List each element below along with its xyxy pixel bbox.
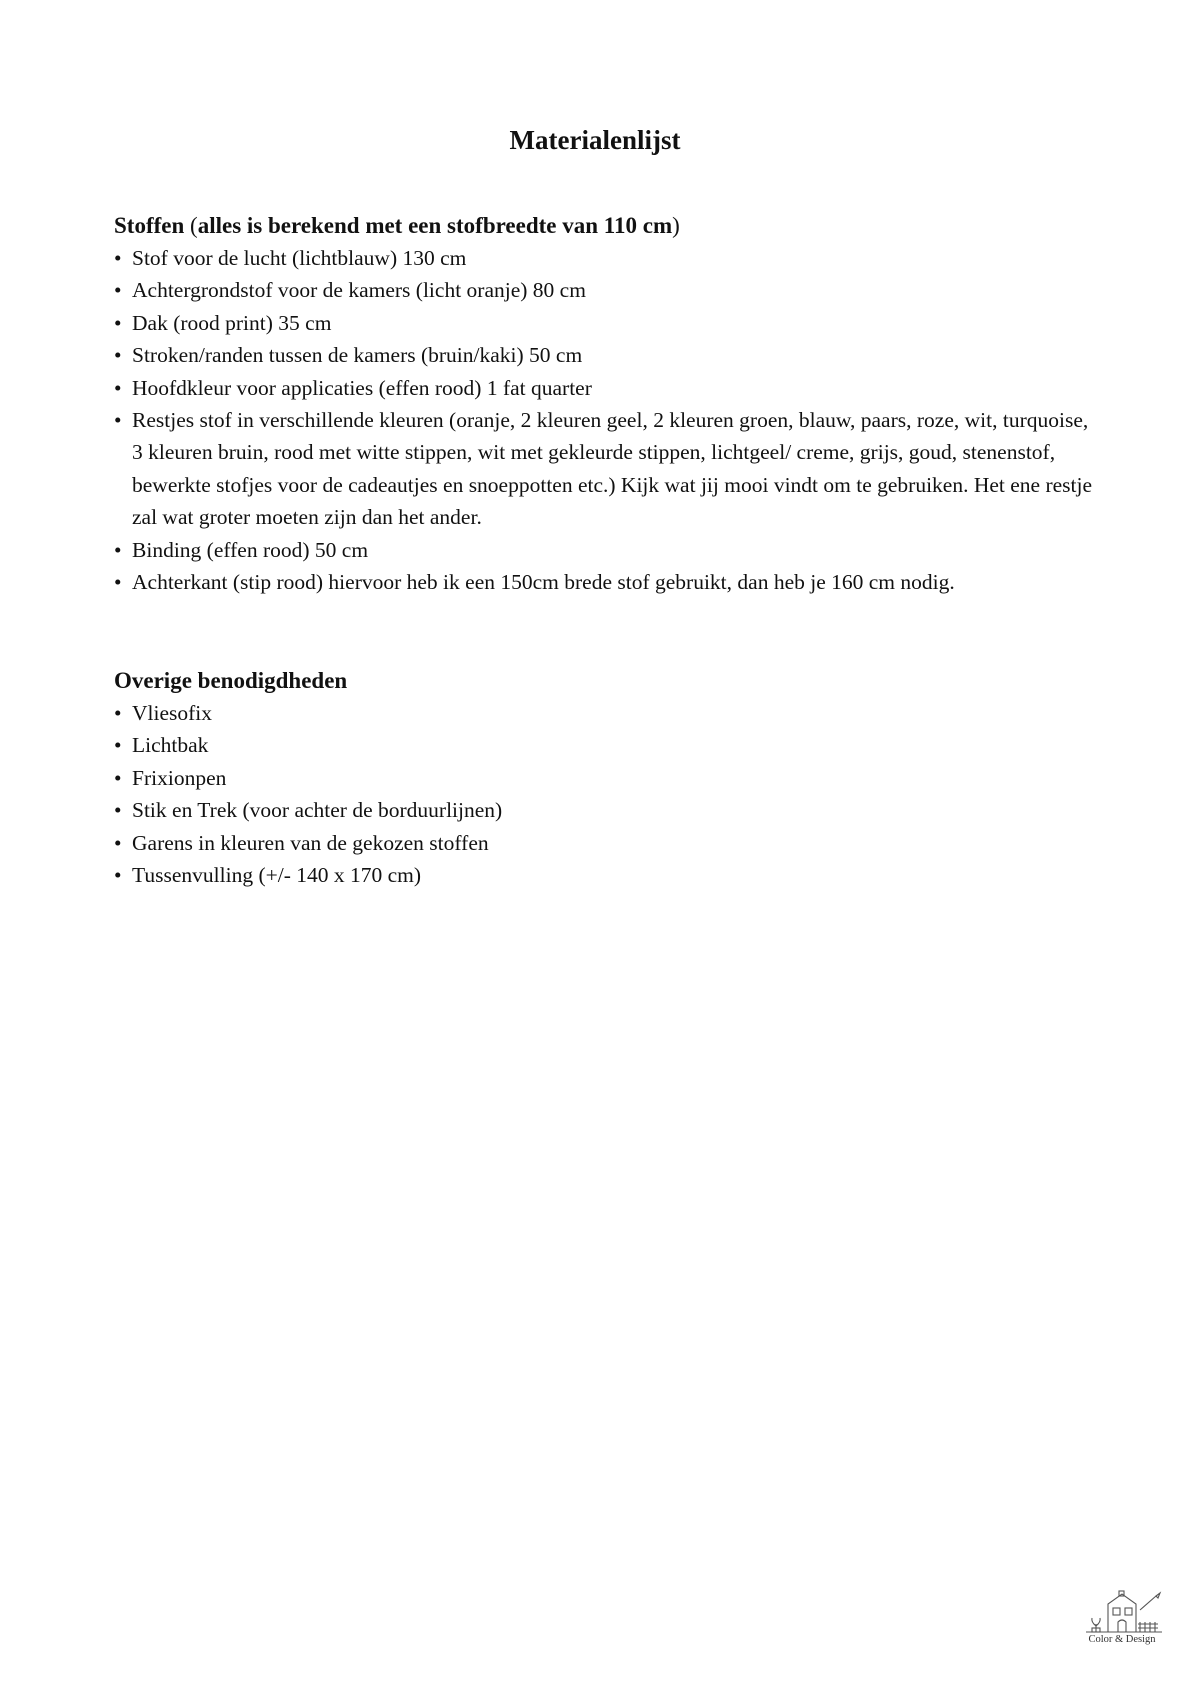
house-icon — [1078, 1588, 1166, 1634]
other-supplies-section — [114, 665, 1094, 891]
list-item: • Achtergrondstof voor de kamers (licht oranje) 80 cm — [114, 274, 1094, 306]
fabrics-heading — [114, 210, 1094, 242]
list-item: • Binding (effen rood) 50 cm — [114, 534, 1094, 566]
list-item: • Vliesofix — [114, 697, 1094, 729]
list-item: • Frixionpen — [114, 762, 1094, 794]
list-item: • Stroken/randen tussen de kamers (bruin/kaki) 50 cm — [114, 339, 1094, 371]
list-item: • Hoofdkleur voor applicaties (effen rood) 1 fat quarter — [114, 372, 1094, 404]
list-item: • Restjes stof in verschillende kleuren (oranje, 2 kleuren geel, 2 kleuren groen, blauw, paars, roze, wit, turquoise, 3 kleuren bruin, rood met witte stippen, wit met gekleurde stippen, lichtgeel/ creme, grijs, goud, stenenstof, bewerkte stofjes voor de cadeautjes en snoeppotten etc.) Kijk wat jij mooi vindt om te gebruiken. Het ene restje zal wat groter moeten zijn dan het ander. — [114, 404, 1094, 534]
fabrics-heading-close-paren: ) — [672, 213, 680, 238]
fabrics-list — [114, 242, 1094, 598]
list-item: • Dak (rood print) 35 cm — [114, 307, 1094, 339]
fabrics-heading-open-paren: ( — [190, 213, 198, 238]
list-item: • Stik en Trek (voor achter de borduurlijnen) — [114, 794, 1094, 826]
fabrics-section — [114, 210, 1094, 598]
list-item: • Stof voor de lucht (lichtblauw) 130 cm — [114, 242, 1094, 274]
logo-text: Color & Design — [1088, 1634, 1156, 1645]
list-item: • Garens in kleuren van de gekozen stoffen — [114, 827, 1094, 859]
brand-logo — [1078, 1588, 1166, 1652]
page-title: Materialenlijst — [509, 125, 681, 155]
list-item: • Tussenvulling (+/- 140 x 170 cm) — [114, 859, 1094, 891]
fabrics-heading-bold: Stoffen — [114, 213, 185, 238]
other-supplies-heading: Overige benodigdheden — [114, 668, 348, 693]
list-item: • Lichtbak — [114, 729, 1094, 761]
fabrics-heading-detail: alles is berekend met een stofbreedte van 110 cm — [197, 213, 673, 238]
other-supplies-list — [114, 697, 1094, 891]
list-item: • Achterkant (stip rood) hiervoor heb ik een 150cm brede stof gebruikt, dan heb je 160 cm nodig. — [114, 566, 1094, 598]
